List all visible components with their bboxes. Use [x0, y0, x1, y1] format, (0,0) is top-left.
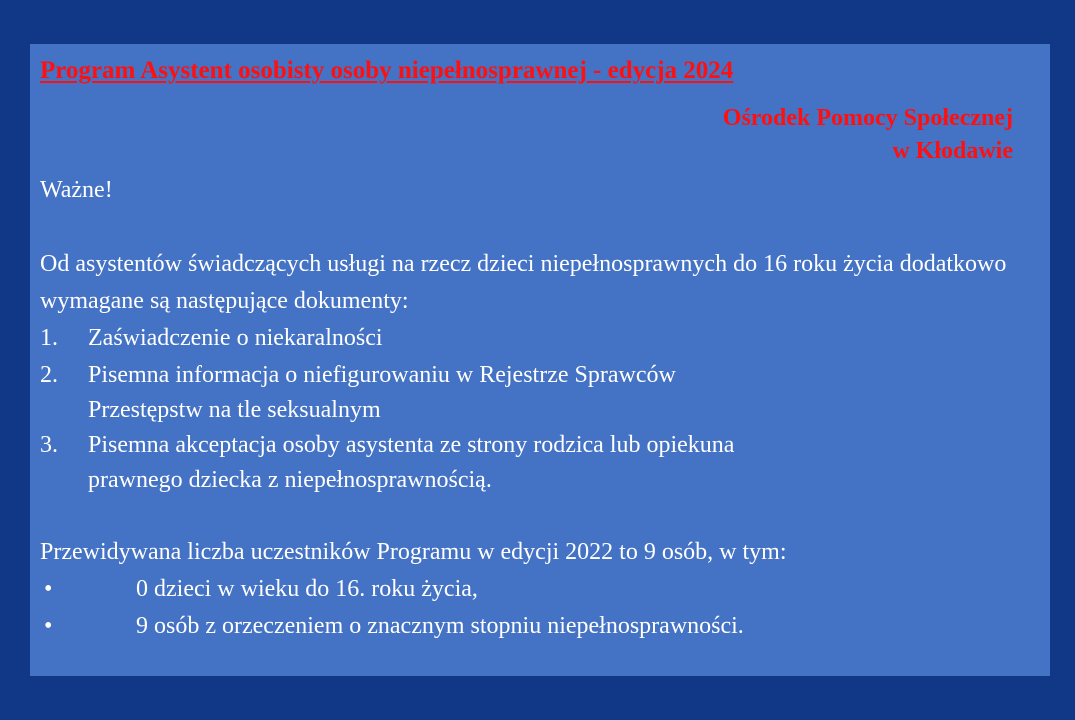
document-number: 2. [40, 362, 58, 388]
document-text: Zaświadczenie o niekaralności [88, 325, 383, 351]
spacer [40, 497, 1040, 534]
list-item [40, 571, 1040, 608]
participant-breakdown-list [40, 571, 1040, 645]
document-text: Pisemna informacja o niefigurowaniu w Rejestrze Sprawców [88, 362, 676, 388]
organization-name [723, 102, 1013, 168]
required-documents-list [40, 320, 1040, 497]
participant-breakdown-text: 9 osób z orzeczeniem o znacznym stopniu niepełnosprawności. [136, 613, 744, 639]
spacer [40, 209, 1040, 246]
organization-line-1: Ośrodek Pomocy Społecznej [722, 105, 1013, 131]
program-title: Program Asystent osobisty osoby niepełnosprawnej - edycja 2024 [40, 57, 734, 84]
document-item [40, 427, 1040, 497]
document-text-continued: Przestępstw na tle seksualnym [88, 397, 381, 423]
document-item [40, 320, 1040, 357]
bullet-icon: • [44, 613, 53, 639]
document-number: 1. [40, 325, 58, 351]
document-text-continued: prawnego dziecka z niepełnosprawnością. [88, 467, 492, 493]
participants-text: Przewidywana liczba uczestników Programu w edycji 2022 to 9 osób, w tym: [40, 539, 787, 565]
announcement-panel [30, 44, 1050, 676]
participant-breakdown-text: 0 dzieci w wieku do 16. roku życia, [136, 576, 478, 602]
bullet-icon: • [44, 576, 53, 602]
announcement-body [40, 172, 1040, 645]
organization-line-2: w Kłodawie [892, 138, 1013, 164]
list-item [40, 608, 1040, 645]
intro-text: Od asystentów świadczących usługi na rzecz dzieci niepełnosprawnych do 16 roku życia dodatkowo wymagane są następujące dokumenty: [40, 251, 1007, 314]
document-text: Pisemna akceptacja osoby asystenta ze strony rodzica lub opiekuna [88, 432, 735, 458]
important-label: Ważne! [40, 177, 113, 203]
document-number: 3. [40, 432, 58, 458]
document-item [40, 357, 1040, 427]
